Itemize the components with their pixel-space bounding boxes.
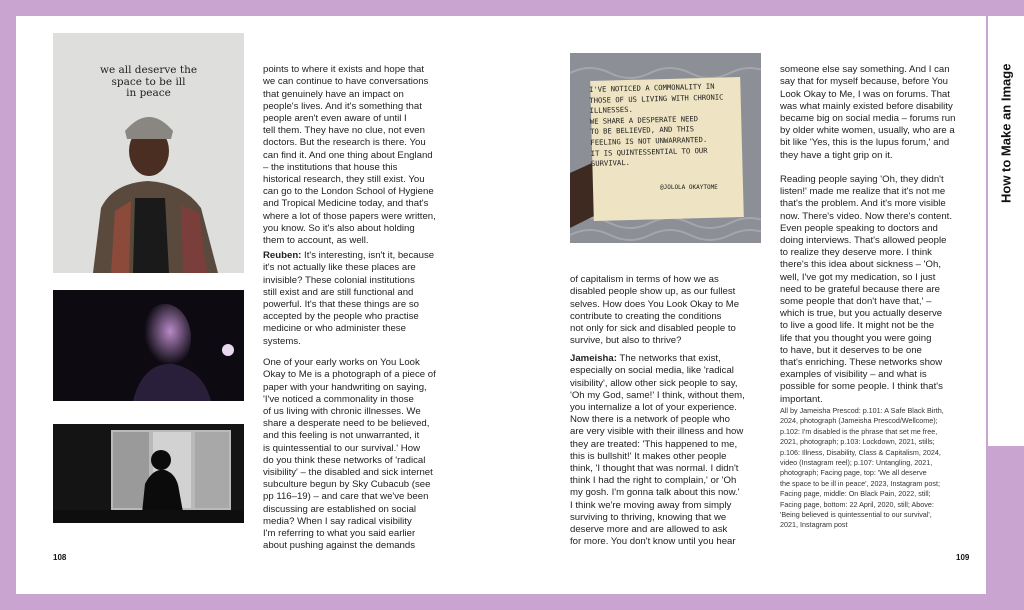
window-scene xyxy=(53,424,244,523)
left-column-text xyxy=(263,52,501,247)
reuben-paragraph xyxy=(263,238,501,348)
note-handwriting: I'VE NOTICED A COMMONALITY IN THOSE OF US LIVING WITH CHRONIC ILLNESSES. WE SHARE A DESPERATE NEED TO BE BELIEVED, AND THIS FEELING IS NOT UNWARRANTED. IT IS QUINTESSENTIAL TO OUR SURVIVAL. xyxy=(588,81,724,169)
right-col2-paragraphs: someone else say something. And I can say that for myself because, before You Look Okay to Me, I was on forums. That was what mainly existed before disability became big on social media – forums run by older white women, usually, who are a bit like 'Yes, this is the lupus forum,' and they have a tight grip on it. Reading people saying 'Oh, they didn't listen!' made me realize that it's not me that's the problem. And it's more visible now. There's video. Now there's content. Even people speaking to doctors and doing interviews. That's allowed people to realize they deserve more. I think there's this idea about sickness – 'Oh, well, I've got my medication, so I just need to be grateful because there are some people that don't have that,' – which is true, but you actually deserve to live a good life. It might not be the life that you thought you were going to have, but it deserves to be one that's enriching. These networks show examples of visibility – and what is possible for some people. I think that's important. xyxy=(780,64,956,405)
right-col2-text xyxy=(780,52,985,406)
purple-figure xyxy=(53,290,244,401)
page-number-right: 109 xyxy=(956,553,970,562)
speaker-label-reuben: Reuben: xyxy=(263,250,302,262)
jameisha-answer: The networks that exist, especially on social media, like 'radical visibility', allow other sick people to say, 'Oh my God, same!' I think, without them, you internalize a lot of your experience. Now there is a network of people who are very visible with their illness and how they are treated: 'This happened to me, this is bullshit!' It makes other people think, 'I thought that was normal. I didn't think I had the right to complain,' or 'Oh my gosh. I'm gonna talk about this now.' I think we're moving away from simply surviving to thriving, knowing that we deserve more and are allowed to ask for more. You don't know until you hear xyxy=(570,353,745,548)
speaker-label-jameisha: Jameisha: xyxy=(570,353,617,365)
window-silhouette-still xyxy=(53,424,244,523)
right-col1-paragraph xyxy=(570,262,775,347)
portrait-sign-photo xyxy=(53,33,244,273)
reuben-answer: It's interesting, isn't it, because it's not actually like these places are invisible? These colonial institutions still exist and are still functional and powerful. It's that these things are so accepted by the people who practise medicine or who administer these systems. xyxy=(263,250,435,347)
page-number-left: 108 xyxy=(53,553,67,562)
handwritten-note-photo xyxy=(570,53,761,243)
left-col-paragraph-1: points to where it exists and hope that we can continue to have conversations that genuinely have an impact on people's lives. And it's something that people aren't even aware of until I tell them. They have no clue, not even doctors. But the research is there. You can find it. And one thing about England – the institutions that house this historical research, they still exist. You can go to the London School of Hygiene and Tropical Medicine today, and that's where a lot of those papers were written, you know. So it's also about holding them to account, as well. xyxy=(263,64,436,247)
image-credits: All by Jameisha Prescod: p.101: A Safe Black Birth, 2024, photograph (Jameisha Prescod/Wellcome); p.102: I'm disabled is the phrase that set me free, 2021, photograph; p.103: Lockdown, 2021, stills; p.106: Illness, Disability, Class & Capitalism, 2024, video (Instagram reel); p.107: Untangling, 2021, photograph; Facing page, top: 'We all deserve the space to be ill in peace', 2023, Instagram post; Facing page, middle: On Black Pain, 2022, still; Facing page, bottom: 22 April, 2020, still; Above: 'Being believed is quintessential to our survival', 2021, Instagram post xyxy=(780,406,944,530)
running-title: How to Make an Image xyxy=(998,63,1014,203)
question-paragraph xyxy=(263,345,501,552)
purple-portrait-still xyxy=(53,290,244,401)
note-handle: @JOLOLA OKAYTOME xyxy=(660,184,718,191)
portrait-sign-text: we all deserve the space to be ill in peace xyxy=(99,64,198,99)
question-continuation: of capitalism in terms of how we as disabled people show up, as our fullest selves. How does You Look Okay to Me contribute to creating the conditions not only for sick and disabled people to survive, but also to thrive? xyxy=(570,274,740,347)
jameisha-paragraph xyxy=(570,341,775,548)
interviewer-question: One of your early works on You Look Okay to Me is a photograph of a piece of paper with your handwriting on saying, 'I've noticed a commonality in those of us living with chronic illnesses. We share a desperate need to be believed, and this feeling is not unwarranted, it is quintessential to our survival.' How do you think these networks of 'radical visibility' – the disabled and sick internet subculture begun by Sky Cubacub (see pp 116–19) – and care that we've been discussing are established on social media? When I say radical visibility I'm referring to what you said earlier about pushing against the demands xyxy=(263,357,436,552)
